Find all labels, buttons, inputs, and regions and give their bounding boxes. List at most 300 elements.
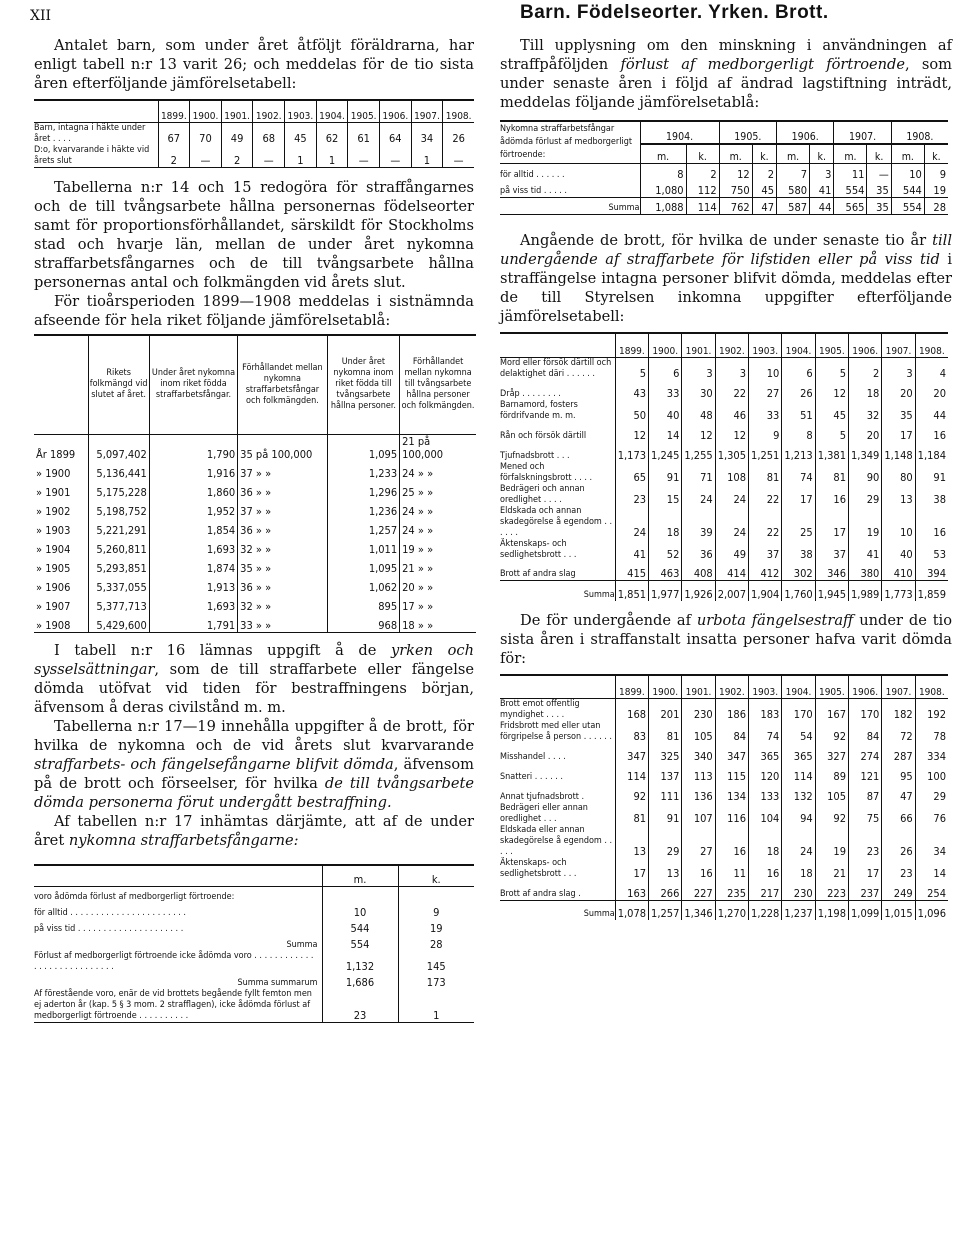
- table-cell: 1: [398, 989, 474, 1023]
- sex-header: m.: [640, 144, 686, 163]
- table-cell: 19: [849, 506, 882, 539]
- table-cell: 36 » »: [238, 518, 328, 537]
- table-cell: 84: [715, 721, 748, 743]
- table-cell: 5,175,228: [88, 480, 149, 499]
- table-cell: 21: [815, 858, 848, 880]
- year-header: 1907.: [882, 333, 915, 357]
- table-cell: [398, 887, 474, 903]
- sum-cell: 1,237: [782, 900, 815, 920]
- table-cell: 3: [715, 357, 748, 380]
- table-cell: 24: [715, 506, 748, 539]
- year-header: 1900.: [190, 100, 222, 122]
- table-cell: 1,257: [327, 518, 399, 537]
- sex-header: k.: [686, 144, 719, 163]
- table-cell: 1,062: [327, 575, 399, 594]
- table-cell: 35 på 100,000: [238, 435, 328, 462]
- table-row: [34, 435, 476, 462]
- table-cell: 72: [882, 721, 915, 743]
- table-row: [34, 903, 474, 919]
- sex-header: k.: [924, 144, 948, 163]
- sum-cell: 2,007: [715, 581, 748, 601]
- table-row: [500, 825, 948, 858]
- year-header: 1905.: [815, 333, 848, 357]
- table-cell: 21 » »: [400, 556, 476, 575]
- table-cell: 116: [715, 803, 748, 825]
- table-cell: » 1903: [36, 524, 71, 537]
- table-cell: 4: [915, 357, 948, 380]
- sum-cell: 1,346: [682, 900, 715, 920]
- table-row: [34, 461, 476, 480]
- paragraph-crimes: Tabellerna n:r 17—19 innehålla uppgifter å de brott, för hvilka de nykomna och de vid årets slut kvarvarande straffarbets- och fängelsefångarne blifvit dömda, äfvensom på de brott och förseelser, för hvilka de till tvångsarbete dömda personerna förut undergått bestraffning.: [34, 717, 474, 811]
- table-cell: 120: [749, 763, 782, 783]
- table-row: [34, 122, 474, 145]
- sum-cell: 1,760: [782, 581, 815, 601]
- row-label: D:o, kvarvarande i häkte vid årets slut: [34, 144, 150, 166]
- year-header: 1907.: [411, 100, 443, 122]
- table-cell: 10: [322, 903, 398, 919]
- table-cell: 49: [221, 122, 253, 145]
- table-cell: 36: [682, 539, 715, 561]
- table-cell: 17: [882, 422, 915, 442]
- table-cell: 380: [849, 561, 882, 581]
- table-cell: 408: [682, 561, 715, 581]
- year-header: 1905.: [348, 100, 380, 122]
- table-row: [500, 803, 948, 825]
- table-cell: 27: [749, 380, 782, 400]
- row-label: Äktenskaps- och sedlighetsbrott . . .: [500, 858, 577, 879]
- table-cell: 81: [615, 803, 648, 825]
- table-row: [500, 539, 948, 561]
- table-cell: 30: [682, 380, 715, 400]
- table-cell: 217: [749, 880, 782, 900]
- sum-row: [500, 581, 948, 601]
- table-cell: 35: [867, 181, 891, 198]
- table-cell: 365: [749, 743, 782, 763]
- table-cell: 163: [615, 880, 648, 900]
- table-cell: 1,245: [649, 442, 682, 462]
- table-cell: 16: [915, 506, 948, 539]
- table-cell: 554: [322, 935, 398, 951]
- table-cell: 65: [615, 462, 648, 484]
- sum-cell: 1,228: [749, 900, 782, 920]
- row-label: Af förestående voro, enär de vid brottets begående fyllt femton men ej aderton år (kap. 5 § 3 mom. 2 strafflagen), icke ådömda förlust af medborgerligt förtroende . . . . . . . . . .: [34, 988, 312, 1021]
- year-header: 1905.: [719, 121, 776, 144]
- sex-header: k.: [867, 144, 891, 163]
- table-cell: 1,791: [149, 613, 237, 632]
- sum-cell: 1,859: [915, 581, 948, 601]
- table-row: [34, 480, 476, 499]
- sex-header: m.: [719, 144, 752, 163]
- table-cell: 48: [682, 400, 715, 422]
- table-cell: 170: [782, 699, 815, 722]
- table-cell: 28: [924, 198, 948, 215]
- table-cell: » 1908: [36, 618, 71, 632]
- table-cell: 9: [924, 164, 948, 181]
- table-cell: 32: [849, 400, 882, 422]
- table-cell: 968: [327, 613, 399, 632]
- table-cell: 52: [649, 539, 682, 561]
- year-header: 1900.: [649, 333, 682, 357]
- row-label: Barn, intagna i häkte under året . . . .: [34, 122, 146, 144]
- table-row: [500, 380, 948, 400]
- table-cell: 394: [915, 561, 948, 581]
- table-cell: 16: [749, 858, 782, 880]
- table-cell: 182: [882, 699, 915, 722]
- table-row: [34, 613, 476, 632]
- table-row: [500, 357, 948, 380]
- table-cell: 1,132: [322, 951, 398, 973]
- year-header: 1908.: [915, 333, 948, 357]
- row-label: Äktenskaps- och sedlighetsbrott . . .: [500, 538, 577, 560]
- table-cell: 414: [715, 561, 748, 581]
- table-cell: 51: [782, 400, 815, 422]
- table-cell: 23: [882, 858, 915, 880]
- column-header: Rikets folkmängd vid slutet af året.: [88, 335, 149, 435]
- table-cell: 2: [752, 164, 776, 181]
- table-cell: 43: [615, 380, 648, 400]
- table-cell: 1,080: [640, 181, 686, 198]
- table-cell: 26: [782, 380, 815, 400]
- sex-header: k.: [810, 144, 834, 163]
- row-label: Snatteri . . . . . .: [500, 772, 563, 782]
- table-cell: 112: [686, 181, 719, 198]
- table-row: [500, 442, 948, 462]
- civil-rights-table: m. k. voro ådömda förlust af medborgerligt förtroende: för alltid . . . . . . . . . . . . . . . . . . . . . . . 10 9 på viss tid . . . . . . . . . . . . . . . . . . . . . 544 19 Summa 554 28 Förlust af medborgerligt förtroende icke ådömda voro . . . . . . . . . . . . . . . . . . . . . . . . . . . . 1,132 145 Summa summarum 1,686 173 Af förestående voro, enär de vid brottets begående fyllt femton men ej aderton år (kap. 5 § 3 mom. 2 strafflagen), icke ådömda förlust af medborgerligt förtroende . . . . . . . . . . 23 1: [34, 864, 474, 1023]
- year-header: 1903.: [749, 333, 782, 357]
- paragraph-decade: För tioårsperioden 1899—1908 meddelas i sistnämnda afseende för hela riket följande jämförelsetablå:: [34, 292, 474, 329]
- table-cell: 75: [849, 803, 882, 825]
- table-cell: 114: [686, 198, 719, 215]
- table-cell: 38: [782, 539, 815, 561]
- table-cell: 37 » »: [238, 461, 328, 480]
- table-cell: 230: [782, 880, 815, 900]
- table-cell: 1: [411, 145, 443, 168]
- year-header: 1908.: [443, 100, 474, 122]
- table-cell: 5,429,600: [88, 613, 149, 632]
- table-cell: 18: [782, 858, 815, 880]
- sex-header: k.: [752, 144, 776, 163]
- sum-cell: 1,015: [882, 900, 915, 920]
- table-cell: 92: [615, 783, 648, 803]
- table-cell: 17: [815, 506, 848, 539]
- table-cell: 11: [834, 164, 867, 181]
- table-cell: 16: [682, 858, 715, 880]
- table-cell: —: [379, 145, 411, 168]
- table-cell: 94: [782, 803, 815, 825]
- row-label: Dråp . . . . . . . .: [500, 388, 561, 399]
- table-row: [500, 164, 948, 181]
- table-cell: 68: [253, 122, 285, 145]
- table-cell: 25: [782, 506, 815, 539]
- table-cell: 5,293,851: [88, 556, 149, 575]
- table-cell: 24 » »: [400, 518, 476, 537]
- table-cell: 19: [815, 825, 848, 858]
- table-cell: 36 » »: [238, 575, 328, 594]
- table-cell: 20 » »: [400, 575, 476, 594]
- table-row: [34, 537, 476, 556]
- table-cell: 105: [682, 721, 715, 743]
- table-cell: 17 » »: [400, 594, 476, 613]
- table-cell: 18: [749, 825, 782, 858]
- table-cell: 235: [715, 880, 748, 900]
- table-cell: 104: [749, 803, 782, 825]
- table-cell: 1,251: [749, 442, 782, 462]
- table-cell: 2: [849, 357, 882, 380]
- table-cell: 47: [882, 783, 915, 803]
- table-cell: 37: [749, 539, 782, 561]
- paragraph-hard-labour: Angående de brott, för hvilka de under senaste tio år till undergående af straffarbete för lifstiden eller på viss tid i straffängelse intagna personer blifvit dömda, meddelas efter de till Styrelsen inkomna uppgifter efterföljande jämförelsetabell:: [500, 232, 952, 325]
- table-cell: 1,088: [640, 198, 686, 215]
- sum-cell: 1,945: [815, 581, 848, 601]
- table-row: [500, 422, 948, 442]
- table-row: [500, 783, 948, 803]
- table-cell: 16: [815, 484, 848, 506]
- table-cell: 24: [615, 506, 648, 539]
- table-cell: 100: [915, 763, 948, 783]
- table-row: [34, 951, 474, 973]
- table-cell: 412: [749, 561, 782, 581]
- table-cell: 45: [815, 400, 848, 422]
- year-header: 1906.: [379, 100, 411, 122]
- table-cell: 1,860: [149, 480, 237, 499]
- table-cell: 12: [715, 422, 748, 442]
- table-cell: 32 » »: [238, 537, 328, 556]
- row-label: Eldskada och annan skadegörelse å egendom . . . . . .: [500, 505, 613, 538]
- row-label: Bedrägeri eller annan oredlighet . . .: [500, 803, 588, 824]
- table-row: [34, 919, 474, 935]
- table-cell: 340: [682, 743, 715, 763]
- year-header: 1904.: [782, 333, 815, 357]
- running-title: Barn. Födelseorter. Yrken. Brott.: [520, 2, 829, 23]
- table-cell: 254: [915, 880, 948, 900]
- column-header: Under året nykomna inom riket födda till tvångsarbete hållna personer.: [327, 335, 399, 435]
- table-cell: 1,874: [149, 556, 237, 575]
- table-cell: 35 » »: [238, 556, 328, 575]
- table-cell: 13: [649, 858, 682, 880]
- year-header: 1900.: [649, 675, 682, 699]
- table-cell: 334: [915, 743, 948, 763]
- table-cell: 167: [815, 699, 848, 722]
- year-header: 1907.: [834, 121, 891, 144]
- table-cell: 327: [815, 743, 848, 763]
- hard-labour-crimes-table: [500, 332, 948, 601]
- table-cell: 750: [719, 181, 752, 198]
- table-cell: 1,381: [815, 442, 848, 462]
- table-cell: 21 på 100,000: [400, 435, 476, 462]
- table-cell: 12: [682, 422, 715, 442]
- table-cell: 410: [882, 561, 915, 581]
- table-cell: 33: [649, 380, 682, 400]
- table-cell: 62: [316, 122, 348, 145]
- table-cell: 15: [649, 484, 682, 506]
- table-cell: 237: [849, 880, 882, 900]
- table-cell: 114: [782, 763, 815, 783]
- table-cell: 111: [649, 783, 682, 803]
- table-cell: 1,349: [849, 442, 882, 462]
- table-cell: 1: [285, 145, 317, 168]
- table-cell: 38: [915, 484, 948, 506]
- table-cell: 192: [915, 699, 948, 722]
- table-cell: 168: [615, 699, 648, 722]
- table-cell: 29: [849, 484, 882, 506]
- table-cell: 80: [882, 462, 915, 484]
- row-label: Brott af andra slag: [500, 569, 576, 579]
- table-cell: 544: [891, 181, 924, 198]
- table-cell: 44: [810, 198, 834, 215]
- table-cell: 347: [715, 743, 748, 763]
- table-row: [500, 198, 948, 215]
- table-cell: 249: [882, 880, 915, 900]
- table-cell: 10: [891, 164, 924, 181]
- paragraph-children-intro: Antalet barn, som under året åtföljt föräldrarna, har enligt tabell n:r 13 varit 26; och meddelas för de tio sista åren efterföljande jämförelsetabell:: [34, 37, 474, 92]
- paragraph-tables-14-15: Tabellerna n:r 14 och 15 redogöra för straffångarnes och de till tvångsarbete hållna personernas födelseorter samt för proportionsförhållandet, särskildt för Stockholms stad och hvarje län, mellan de under året nykomna straffarbetsfångarnes och de till tvångsarbete hållna personernas antal och folkmängden vid årets slut.: [34, 178, 474, 291]
- column-header: Förhållandet mellan nykomna straffarbetsfångar och folkmängden.: [238, 335, 328, 435]
- table-cell: 1,095: [327, 556, 399, 575]
- table-cell: —: [190, 145, 222, 168]
- table-cell: 1,236: [327, 499, 399, 518]
- row-label: Summa summarum: [237, 977, 318, 988]
- sum-cell: 1,989: [849, 581, 882, 601]
- table-cell: 18: [649, 506, 682, 539]
- table-row: [34, 887, 474, 903]
- forfeiture-table: Nykomna straffarbetsfångar ådömda förlust af medborgerligt förtroende: 1904. 1905. 1906. 1907. 1908. m. k. m. k. m. k. m. k. m. k. för alltid . . . . . . 8 2 12 2 7 3 11 — 10 9 på viss tid . . . . . 1,080 112 750 45 580 41 554 35 544 19 Summa 1,088 114 762 47 587 44 565 35 554 28: [500, 120, 948, 215]
- table-cell: 365: [782, 743, 815, 763]
- table-cell: 2: [686, 164, 719, 181]
- table-cell: 25 » »: [400, 480, 476, 499]
- sum-cell: 1,198: [815, 900, 848, 920]
- table-cell: 26: [443, 122, 474, 145]
- row-label: på viss tid . . . . . . . . . . . . . . . . . . . . .: [34, 923, 184, 934]
- table-cell: 36 » »: [238, 480, 328, 499]
- table-cell: 34: [915, 825, 948, 858]
- table-cell: 27: [682, 825, 715, 858]
- column-header: Förhållandet mellan nykomna till tvångsarbete hållna personer och folkmängden.: [400, 335, 476, 435]
- table-cell: 580: [777, 181, 810, 198]
- table-cell: » 1905: [36, 562, 71, 575]
- table-row: [500, 743, 948, 763]
- page-number: XII: [30, 8, 52, 24]
- table-cell: 6: [782, 357, 815, 380]
- table-cell: 1,255: [682, 442, 715, 462]
- table-cell: 1,095: [327, 435, 399, 462]
- population-table: [34, 334, 476, 633]
- table-cell: 26: [882, 825, 915, 858]
- year-header: 1899.: [615, 675, 648, 699]
- table-row: [34, 989, 474, 1023]
- table-cell: 83: [615, 721, 648, 743]
- right-column: [500, 36, 952, 920]
- table-cell: 54: [782, 721, 815, 743]
- table-cell: 762: [719, 198, 752, 215]
- row-label: Eldskada eller annan skadegörelse å egendom . . . . .: [500, 825, 613, 857]
- table-cell: 12: [815, 380, 848, 400]
- table-cell: 1,233: [327, 461, 399, 480]
- table-cell: 1,173: [615, 442, 648, 462]
- table-cell: 24: [782, 825, 815, 858]
- year-header: 1904.: [316, 100, 348, 122]
- row-label: Mened och förfalskningsbrott . . . .: [500, 461, 593, 483]
- sex-header: m.: [777, 144, 810, 163]
- paragraph-prison: De för undergående af urbota fängelsestraff under de tio sista åren i straffanstalt insatta personer hafva varit dömda för:: [500, 611, 953, 667]
- row-label: Summa: [286, 939, 318, 950]
- year-header: 1902.: [253, 100, 285, 122]
- table-cell: —: [253, 145, 285, 168]
- year-header: 1901.: [221, 100, 253, 122]
- table-cell: 1,686: [322, 973, 398, 989]
- table-cell: År 1899: [36, 448, 76, 461]
- row-label: Summa: [500, 198, 640, 215]
- table-cell: 40: [882, 539, 915, 561]
- table-cell: 587: [777, 198, 810, 215]
- table-cell: 544: [322, 919, 398, 935]
- table-cell: 2: [221, 145, 253, 168]
- row-label: Fridsbrott med eller utan förgripelse å person . . . . . .: [500, 721, 612, 742]
- table-cell: 134: [715, 783, 748, 803]
- table-cell: 24: [715, 484, 748, 506]
- table-cell: 91: [915, 462, 948, 484]
- table-cell: » 1900: [36, 467, 71, 480]
- table-cell: 39: [682, 506, 715, 539]
- table-cell: 6: [649, 357, 682, 380]
- paragraph-forfeiture: Till upplysning om den minskning i användningen af straffpåföljden förlust af medborgerligt förtroende, som under senaste åren i följd af ändrad lagstiftning inträdt, meddelas följande jämförelsetablå:: [500, 37, 953, 111]
- table-cell: 5: [815, 357, 848, 380]
- table-row: [34, 556, 476, 575]
- table-cell: 37 » »: [238, 499, 328, 518]
- table-cell: » 1902: [36, 505, 71, 518]
- table-cell: 10: [882, 506, 915, 539]
- table-cell: 463: [649, 561, 682, 581]
- left-column: [34, 36, 474, 1023]
- table-cell: 230: [682, 699, 715, 722]
- table-cell: 95: [882, 763, 915, 783]
- table-cell: 137: [649, 763, 682, 783]
- table-cell: 90: [849, 462, 882, 484]
- table-cell: 12: [615, 422, 648, 442]
- table-cell: 50: [615, 400, 648, 422]
- table-cell: 5,198,752: [88, 499, 149, 518]
- table-row: [500, 484, 948, 506]
- year-header: 1902.: [715, 675, 748, 699]
- table-cell: 113: [682, 763, 715, 783]
- table-cell: 29: [649, 825, 682, 858]
- table-cell: 53: [915, 539, 948, 561]
- row-label: Mord eller försök därtill och delaktighet däri . . . . . .: [500, 357, 612, 379]
- row-label: Tjufnadsbrott . . .: [500, 450, 570, 461]
- year-header: 1899.: [158, 100, 190, 122]
- table-row: [34, 973, 474, 989]
- table-cell: 14: [649, 422, 682, 442]
- table-cell: 1,913: [149, 575, 237, 594]
- table-cell: 9: [398, 903, 474, 919]
- year-header: 1902.: [715, 333, 748, 357]
- children-table: [34, 99, 474, 168]
- table-cell: 67: [158, 122, 190, 145]
- row-label: Barnamord, fosters fördrifvande m. m.: [500, 399, 578, 421]
- table-cell: 12: [719, 164, 752, 181]
- table-cell: 20: [849, 422, 882, 442]
- table-cell: 8: [782, 422, 815, 442]
- table-cell: 5,097,402: [88, 435, 149, 462]
- row-label: Förlust af medborgerligt förtroende icke ådömda voro . . . . . . . . . . . . . . . . . . . . . . . . . . . .: [34, 950, 314, 972]
- table-cell: 91: [649, 462, 682, 484]
- table-cell: 1,693: [149, 537, 237, 556]
- year-header: 1904.: [782, 675, 815, 699]
- table-cell: —: [443, 145, 474, 168]
- table-cell: 1,296: [327, 480, 399, 499]
- table-cell: 5,260,811: [88, 537, 149, 556]
- sum-cell: 1,270: [715, 900, 748, 920]
- sum-cell: 1,096: [915, 900, 948, 920]
